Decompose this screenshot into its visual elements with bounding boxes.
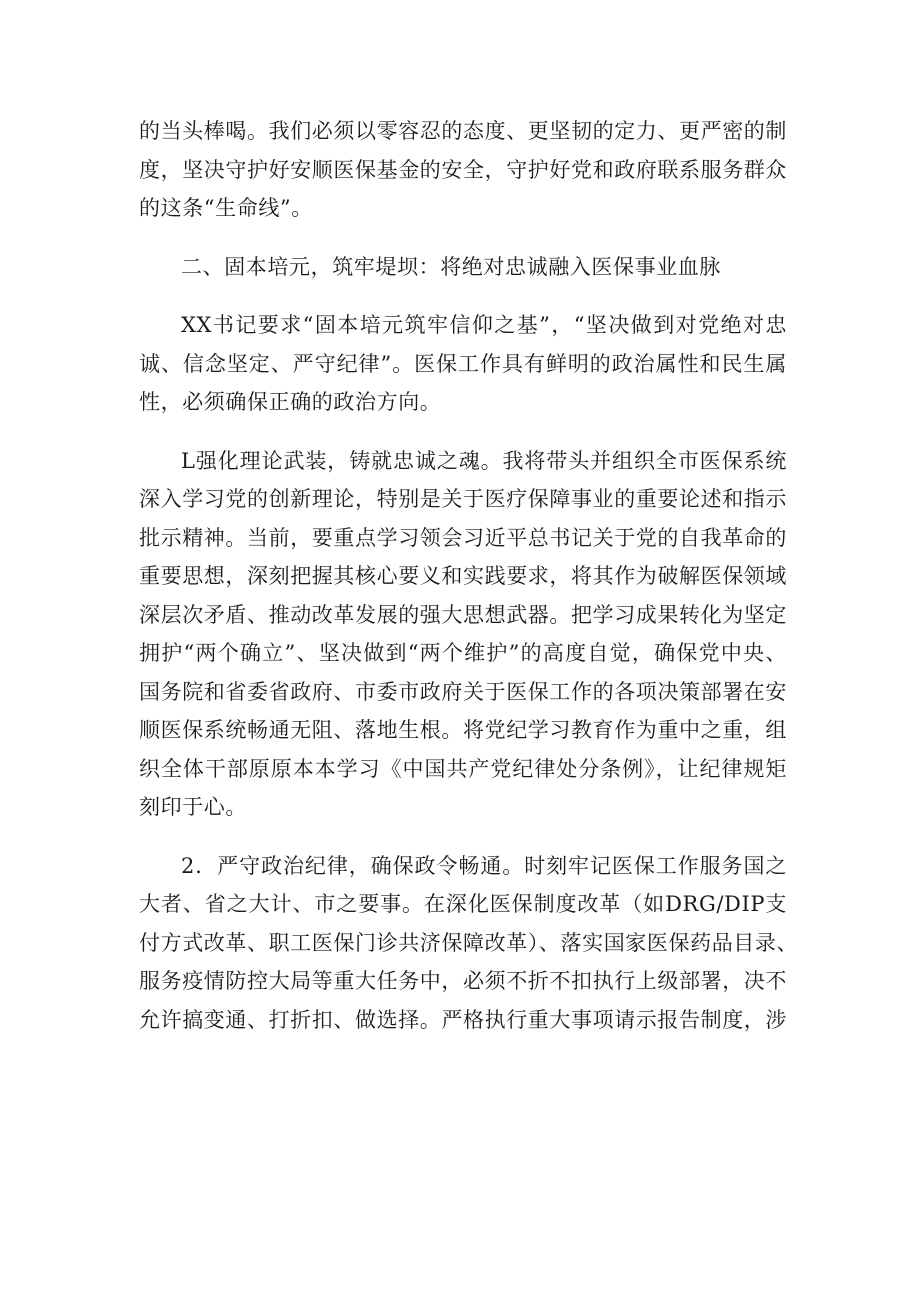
text-line: 性，必须确保正确的政治方向。 <box>139 390 442 414</box>
paragraph-gap <box>139 286 787 306</box>
text-line: 深入学习党的创新理论，特别是关于医疗保障事业的重要论述和指示 <box>139 487 787 511</box>
text-line: 诚、信念坚定、严守纪律”。医保工作具有鲜明的政治属性和民生属 <box>139 351 787 376</box>
text-line: L强化理论武装，铸就忠诚之魂。我将带头并组织全市医保系统 <box>181 448 787 473</box>
text-line: 织全体干部原原本本学习《中国共产党纪律处分条例》，让纪律规矩 <box>139 756 787 781</box>
text-line: 顺医保系统畅通无阻、落地生根。将党纪学习教育作为重中之重，组 <box>139 718 787 742</box>
text-line: 付方式改革、职工医保门诊共济保障改革）、落实国家医保药品目录、 <box>139 930 799 955</box>
text-line: 刻印于心。 <box>139 795 247 819</box>
text-line: 大者、省之大计、市之要事。在深化医保制度改革（如DRG/DIP支 <box>139 892 787 916</box>
paragraph-conclusion <box>139 112 787 228</box>
text-line: 国务院和省委省政府、市委市政府关于医保工作的各项决策部署在安 <box>139 679 787 704</box>
text-line: 的当头棒喝。我们必须以零容忍的态度、更坚韧的定力、更严密的制 <box>139 119 787 143</box>
paragraph-item-1 <box>139 442 787 827</box>
text-line: 度，坚决守护好安顺医保基金的安全，守护好党和政府联系服务群众 <box>139 157 787 182</box>
text-line: 重要思想，深刻把握其核心要义和实践要求，将其作为破解医保领域 <box>139 564 787 588</box>
document-body <box>139 112 799 1039</box>
section-heading <box>139 248 787 287</box>
text-line: 允许搞变通、打折扣、做选择。严格执行重大事项请示报告制度，涉 <box>139 1007 787 1032</box>
text-line: 服务疫情防控大局等重大任务中，必须不折不扣执行上级部署，决不 <box>139 969 787 993</box>
text-line: 批示精神。当前，要重点学习领会习近平总书记关于党的自我革命的 <box>139 525 787 550</box>
section-heading-text: 二、固本培元，筑牢堤坝：将绝对忠诚融入医保事业血脉 <box>181 254 721 279</box>
text-line: 拥护“两个确立”、坚决做到“两个维护”的高度自觉，确保党中央、 <box>139 641 787 665</box>
paragraph-gap <box>139 827 787 847</box>
text-line: 2．严守政治纪律，确保政令畅通。时刻牢记医保工作服务国之 <box>181 853 787 878</box>
text-line: 的这条“生命线”。 <box>139 196 313 220</box>
text-line: XX书记要求“固本培元筑牢信仰之基”，“坚决做到对党绝对忠 <box>181 313 787 337</box>
paragraph-item-2 <box>139 847 799 1040</box>
paragraph-requirement <box>139 306 787 422</box>
text-line: 深层次矛盾、推动改革发展的强大思想武器。把学习成果转化为坚定 <box>139 602 787 627</box>
paragraph-gap <box>139 228 787 248</box>
paragraph-gap <box>139 422 787 442</box>
